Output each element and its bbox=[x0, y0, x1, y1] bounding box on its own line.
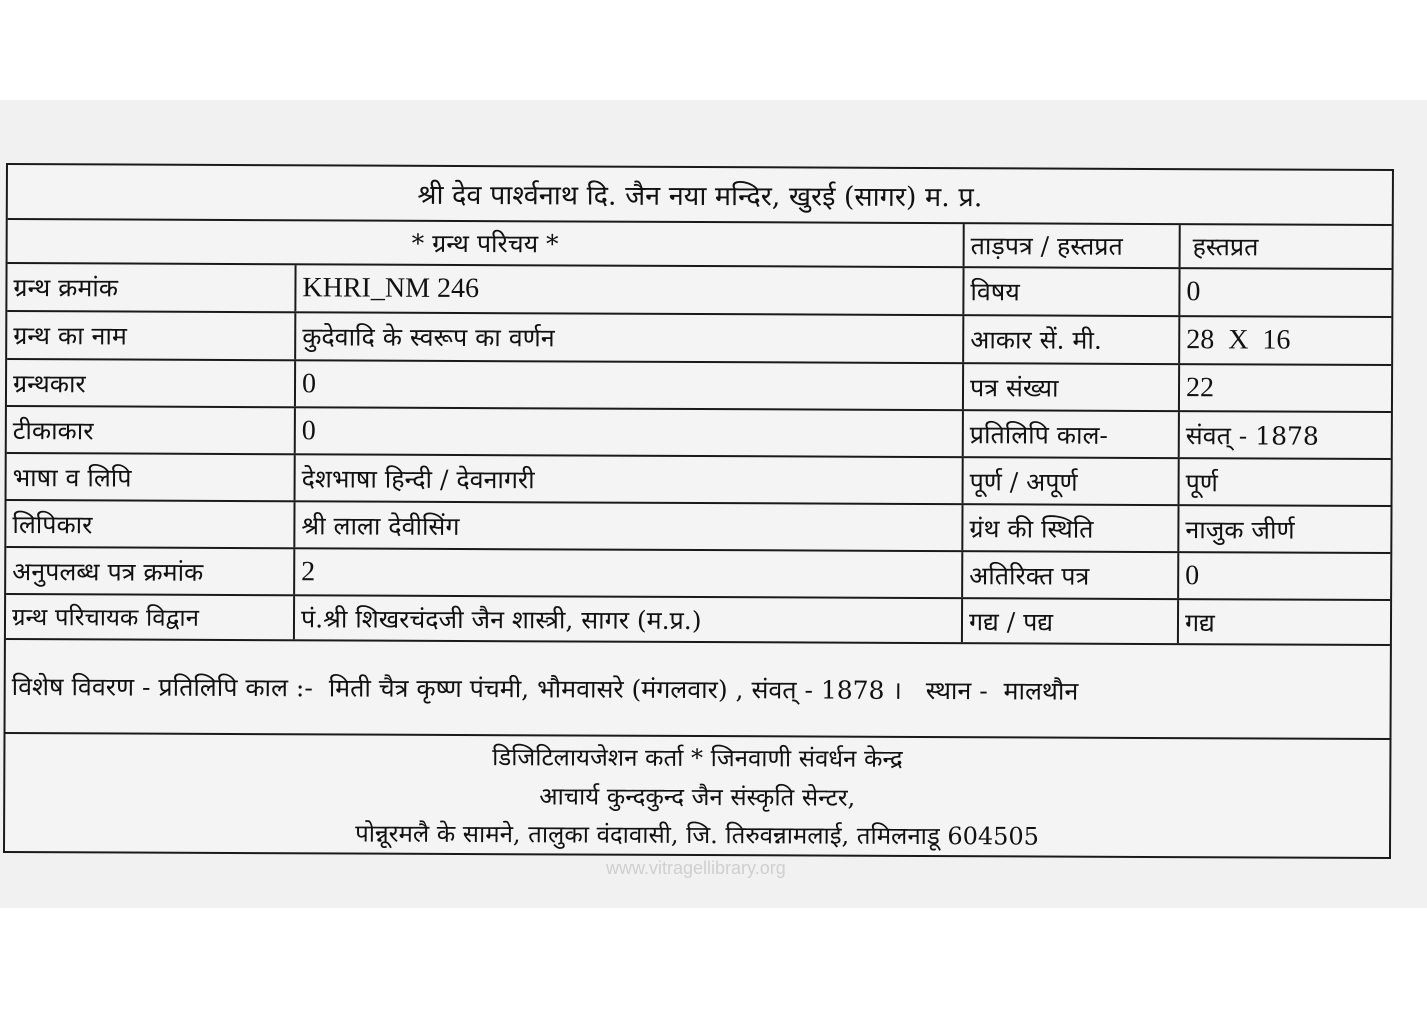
type-value: हस्तप्रत bbox=[1179, 225, 1396, 268]
info-row bbox=[7, 360, 1391, 413]
value-bhasha-lipi: देशभाषा हिन्दी / देवनागरी bbox=[294, 455, 962, 503]
label-parichayak-vidwan: ग्रन्थ परिचायक विद्वान bbox=[11, 603, 199, 632]
label-bhasha-lipi: भाषा व लिपि bbox=[12, 462, 132, 493]
info-row bbox=[6, 548, 1390, 601]
value-gadya-padya: गद्य bbox=[1177, 600, 1394, 644]
label-atirikt-patra: अतिरिक्त पत्र bbox=[961, 552, 1177, 598]
label-granthkar: ग्रन्थकार bbox=[12, 368, 86, 398]
type-label: ताड़पत्र / हस्तप्रत bbox=[963, 224, 1179, 267]
footer-block bbox=[5, 733, 1390, 859]
label-gadya-padya: गद्य / पद्य bbox=[961, 599, 1177, 643]
value-vishay: 0 bbox=[1178, 269, 1395, 316]
label-purna-apurna: पूर्ण / अपूर्ण bbox=[962, 458, 1178, 504]
label-aakar: आकार सें. मी. bbox=[962, 316, 1178, 363]
value-granth-kramank: KHRI_NM 246 bbox=[294, 265, 962, 314]
watermark-text: www.vitragellibrary.org bbox=[606, 858, 786, 878]
notes-row bbox=[6, 640, 1390, 740]
label-granth-naam: ग्रन्थ का नाम bbox=[13, 321, 127, 351]
title-row bbox=[8, 165, 1392, 226]
label-lipikar: लिपिकार bbox=[12, 509, 93, 539]
info-row bbox=[7, 454, 1391, 507]
label-vishay: विषय bbox=[962, 268, 1178, 315]
temple-title: श्री देव पार्श्वनाथ दि. जैन नया मन्दिर, खुरई (सागर) म. प्र. bbox=[417, 179, 983, 214]
value-purna-apurna: पूर्ण bbox=[1178, 459, 1395, 505]
section-label: * ग्रन्थ परिचय * bbox=[411, 228, 559, 259]
value-granth-sthiti: नाजुक जीर्ण bbox=[1177, 506, 1394, 552]
info-row bbox=[7, 312, 1391, 366]
special-notes: विशेष विवरण - प्रतिलिपि काल :- मिती चैत्र कृष्ण पंचमी, भौमवासरे (मंगलवार) , संवत् - 1878 । स्थान - मालथौन bbox=[11, 672, 1079, 706]
value-lipikar: श्री लाला देवीसिंग bbox=[293, 502, 961, 550]
value-anupalabdh-patra: 2 bbox=[293, 549, 961, 597]
value-aakar: 28 X 16 bbox=[1178, 317, 1395, 364]
info-row bbox=[7, 264, 1391, 318]
footer-line-2: आचार्य कुन्दकुन्द जैन संस्कृति सेन्टर, bbox=[539, 781, 856, 812]
value-granthkar: 0 bbox=[294, 361, 962, 409]
label-patra-sankhya: पत्र संख्या bbox=[962, 364, 1178, 410]
label-pratilipi-kaal: प्रतिलिपि काल- bbox=[962, 411, 1178, 457]
manuscript-info-card bbox=[3, 163, 1394, 859]
footer-line-3: पोन्नूरमलै के सामने, तालुका वंदावासी, जि. तिरुवन्नामलाई, तमिलनाडू 604505 bbox=[355, 819, 1040, 851]
label-granth-kramank: ग्रन्थ क्रमांक bbox=[13, 273, 119, 303]
info-row bbox=[7, 407, 1391, 460]
value-patra-sankhya: 22 bbox=[1178, 365, 1395, 411]
value-teekakar: 0 bbox=[294, 408, 962, 456]
value-atirikt-patra: 0 bbox=[1177, 553, 1394, 599]
info-row bbox=[6, 501, 1390, 554]
value-granth-naam: कुदेवादि के स्वरूप का वर्णन bbox=[294, 313, 962, 362]
footer-line-1: डिजिटिलायजेशन कर्ता * जिनवाणी संवर्धन केन्द्र bbox=[492, 743, 903, 774]
label-teekakar: टीकाकार bbox=[12, 415, 94, 445]
value-pratilipi-kaal: संवत् - 1878 bbox=[1178, 412, 1395, 458]
section-header-row bbox=[8, 220, 1392, 270]
label-anupalabdh-patra: अनुपलब्ध पत्र क्रमांक bbox=[12, 556, 204, 587]
info-row bbox=[6, 595, 1390, 646]
value-parichayak-vidwan: पं.श्री शिखरचंदजी जैन शास्त्री, सागर (म.प्र.) bbox=[293, 596, 961, 642]
label-granth-sthiti: ग्रंथ की स्थिति bbox=[961, 505, 1177, 551]
